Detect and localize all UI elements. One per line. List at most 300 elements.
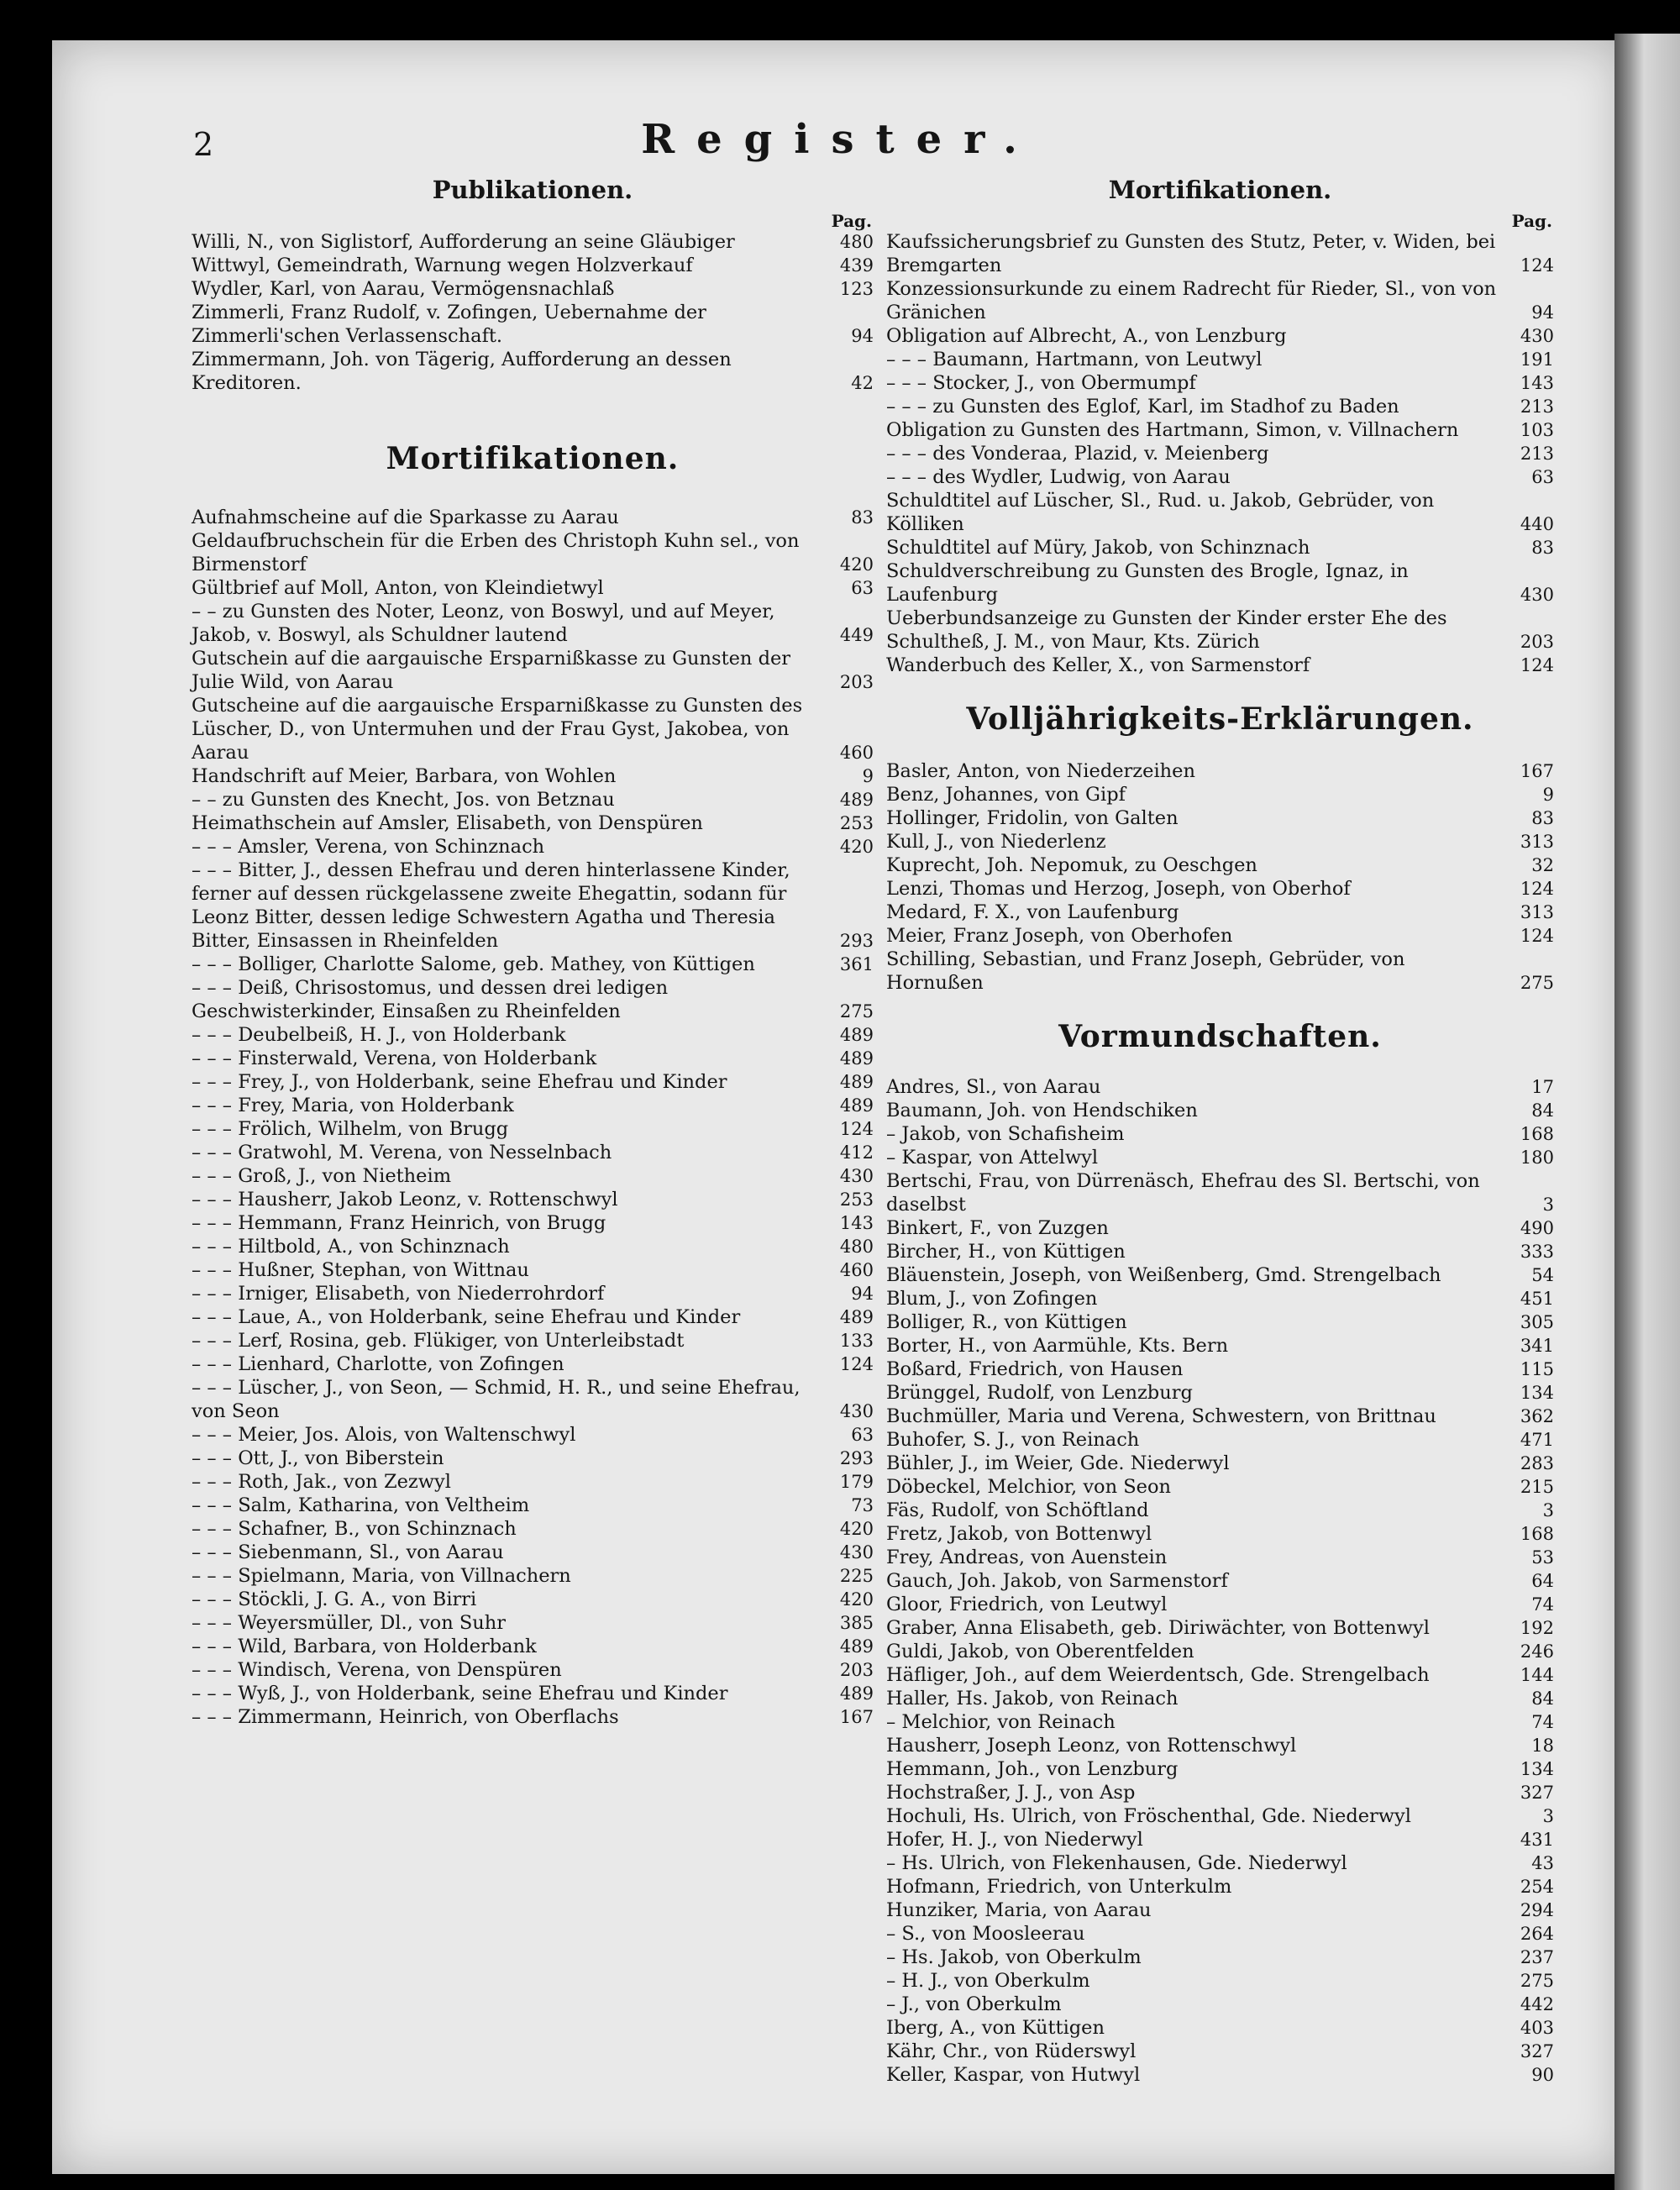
entry-text: Wittwyl, Gemeindrath, Warnung wegen Holzverkauf (192, 255, 693, 276)
entry-text: Benz, Johannes, von Gipf (886, 784, 1126, 806)
index-entry (886, 536, 1554, 559)
index-entry (192, 1117, 874, 1141)
entry-page: 449 (839, 625, 874, 645)
entry-text: Konzessionsurkunde zu einem Radrecht für Rieder, Sl., von von Gränichen (886, 278, 1497, 323)
entry-text: Obligation zu Gunsten des Hartmann, Simon, v. Villnachern (886, 419, 1459, 441)
index-entry (886, 559, 1554, 607)
index-entry (886, 853, 1554, 877)
entry-text: – S., von Moosleerau (886, 1923, 1085, 1945)
entry-page: 215 (1520, 1477, 1554, 1497)
entry-text: Schuldtitel auf Lüscher, Sl., Rud. u. Jakob, Gebrüder, von Kölliken (886, 490, 1435, 535)
index-entry (192, 1470, 874, 1494)
entry-text: Bühler, J., im Weier, Gde. Niederwyl (886, 1452, 1230, 1474)
entry-page: 327 (1520, 2041, 1554, 2061)
entry-page: 430 (839, 1166, 874, 1186)
entry-text: Geldaufbruchschein für die Erben des Christoph Kuhn sel., von Birmenstorf (192, 530, 800, 575)
entry-text: Kull, J., von Niederlenz (886, 831, 1106, 853)
entry-text: Schilling, Sebastian, und Franz Joseph, Gebrüder, von Hornußen (886, 948, 1405, 994)
entry-page: 471 (1520, 1430, 1554, 1450)
entry-page: 460 (839, 743, 874, 763)
index-entry (886, 489, 1554, 536)
entry-text: Aufnahmscheine auf die Sparkasse zu Aarau (192, 507, 619, 528)
entry-text: – – – Schafner, B., von Schinznach (192, 1518, 517, 1540)
entry-page: 460 (839, 1260, 874, 1280)
index-entry (886, 1146, 1554, 1169)
index-entry (192, 1611, 874, 1635)
entry-text: Obligation auf Albrecht, A., von Lenzburg (886, 325, 1287, 347)
index-entry (886, 1710, 1554, 1734)
index-entry (192, 1047, 874, 1070)
entry-page: 213 (1520, 397, 1554, 417)
entry-page: 333 (1520, 1242, 1554, 1262)
entry-page: 143 (1520, 373, 1554, 393)
entry-text: Gültbrief auf Moll, Anton, von Kleindietwyl (192, 577, 604, 599)
entry-list (886, 759, 1554, 995)
index-entry (886, 1663, 1554, 1687)
index-entry (192, 1141, 874, 1164)
entry-page: 18 (1531, 1736, 1554, 1756)
entry-list (886, 230, 1554, 677)
index-entry (886, 1781, 1554, 1804)
entry-text: Gauch, Joh. Jakob, von Sarmenstorf (886, 1570, 1228, 1592)
entry-text: Brünggel, Rudolf, von Lenzburg (886, 1382, 1193, 1404)
index-entry (192, 1258, 874, 1282)
index-entry (886, 2063, 1554, 2087)
entry-page: 225 (839, 1566, 874, 1586)
entry-text: – – – zu Gunsten des Eglof, Karl, im Stadhof zu Baden (886, 396, 1399, 418)
index-entry (886, 1240, 1554, 1263)
entry-page: 124 (839, 1119, 874, 1139)
index-entry (192, 301, 874, 348)
entry-text: – Hs. Jakob, von Oberkulm (886, 1946, 1142, 1968)
section-title: Vormundschaften. (1058, 1019, 1382, 1054)
index-entry (886, 1099, 1554, 1122)
entry-text: Hochstraßer, J. J., von Asp (886, 1782, 1136, 1804)
entry-page: 144 (1520, 1665, 1554, 1685)
index-entry (192, 1235, 874, 1258)
index-entry (192, 1635, 874, 1658)
entry-page: 489 (839, 1683, 874, 1704)
section-title: Volljährigkeits-Erklärungen. (966, 701, 1474, 737)
entry-page: 179 (839, 1472, 874, 1492)
entry-page: 3 (1542, 1195, 1554, 1215)
index-entry (192, 600, 874, 647)
index-entry (192, 1447, 874, 1470)
entry-text: – – zu Gunsten des Knecht, Jos. von Betznau (192, 789, 615, 811)
index-entry (886, 371, 1554, 395)
entry-page: 451 (1520, 1289, 1554, 1309)
index-entry (192, 1494, 874, 1517)
index-entry (192, 647, 874, 694)
index-entry (886, 1287, 1554, 1310)
entry-page: 123 (839, 279, 874, 299)
index-entry (192, 764, 874, 788)
entry-page: 313 (1520, 832, 1554, 852)
entry-text: – – – Spielmann, Maria, von Villnachern (192, 1565, 571, 1587)
entry-page: 264 (1520, 1924, 1554, 1944)
entry-page: 275 (1520, 973, 1554, 993)
entry-text: – – – Windisch, Verena, von Denspüren (192, 1659, 562, 1681)
entry-text: – – – Roth, Jak., von Zezwyl (192, 1471, 451, 1493)
entry-page: 63 (1531, 467, 1554, 487)
entry-page: 124 (1520, 655, 1554, 675)
entry-text: Iberg, A., von Küttigen (886, 2017, 1105, 2039)
entry-text: – – – Irniger, Elisabeth, von Niederrohrdorf (192, 1283, 605, 1305)
index-entry (192, 348, 874, 395)
entry-text: – Kaspar, von Attelwyl (886, 1147, 1099, 1169)
entry-page: 430 (839, 1401, 874, 1421)
entry-text: – – – Finsterwald, Verena, von Holderbank (192, 1048, 597, 1069)
entry-page: 32 (1531, 855, 1554, 875)
entry-text: Hochuli, Hs. Ulrich, von Fröschenthal, Gde. Niederwyl (886, 1805, 1411, 1827)
index-entry (886, 1757, 1554, 1781)
entry-page: 74 (1531, 1594, 1554, 1615)
index-entry (886, 1616, 1554, 1640)
entry-page: 313 (1520, 902, 1554, 922)
entry-page: 94 (1531, 302, 1554, 323)
entry-text: Frey, Andreas, von Auenstein (886, 1547, 1168, 1568)
entry-text: Häfliger, Joh., auf dem Weierdentsch, Gde. Strengelbach (886, 1664, 1430, 1686)
entry-page: 489 (839, 790, 874, 810)
entry-text: Meier, Franz Joseph, von Oberhofen (886, 925, 1233, 947)
index-entry (192, 1517, 874, 1541)
entry-page: 403 (1520, 2018, 1554, 2038)
entry-page: 63 (851, 578, 874, 598)
entry-page: 124 (1520, 255, 1554, 276)
index-entry (192, 1094, 874, 1117)
index-entry (192, 1023, 874, 1047)
entry-text: Fretz, Jakob, von Bottenwyl (886, 1523, 1152, 1545)
index-entry (192, 1211, 874, 1235)
index-entry (886, 1334, 1554, 1358)
index-entry (886, 2040, 1554, 2063)
index-entry (886, 1122, 1554, 1146)
entry-page: 124 (839, 1354, 874, 1374)
index-entry (886, 1804, 1554, 1828)
entry-text: – – – Laue, A., von Holderbank, seine Ehefrau und Kinder (192, 1306, 741, 1328)
entry-text: Bläuenstein, Joseph, von Weißenberg, Gmd. Strengelbach (886, 1264, 1441, 1286)
entry-text: – – – Hiltbold, A., von Schinznach (192, 1236, 510, 1258)
entry-page: 430 (839, 1542, 874, 1562)
pag-header: Pag. (831, 211, 872, 231)
entry-page: 489 (839, 1636, 874, 1657)
index-entry (192, 835, 874, 859)
entry-page: 253 (839, 813, 874, 833)
entry-text: Hofer, H. J., von Niederwyl (886, 1829, 1143, 1851)
entry-page: 283 (1520, 1453, 1554, 1473)
entry-page: 203 (1520, 632, 1554, 652)
entry-page: 9 (862, 766, 874, 786)
index-entry (886, 465, 1554, 489)
entry-text: Graber, Anna Elisabeth, geb. Diriwächter, von Bottenwyl (886, 1617, 1430, 1639)
index-entry (886, 1922, 1554, 1946)
entry-page: 53 (1531, 1547, 1554, 1568)
entry-text: – – – Wild, Barbara, von Holderbank (192, 1636, 537, 1657)
entry-text: Fäs, Rudolf, von Schöftland (886, 1499, 1149, 1521)
index-entry (886, 924, 1554, 948)
entry-page: 431 (1520, 1830, 1554, 1850)
index-entry (886, 1899, 1554, 1922)
entry-text: – Melchior, von Reinach (886, 1711, 1116, 1733)
index-entry (886, 806, 1554, 830)
entry-text: – – – Ott, J., von Biberstein (192, 1447, 444, 1469)
index-entry (886, 1499, 1554, 1522)
entry-text: Lenzi, Thomas und Herzog, Joseph, von Oberhof (886, 878, 1351, 900)
entry-page: 361 (839, 954, 874, 974)
entry-page: 293 (839, 1448, 874, 1468)
entry-text: Zimmerli, Franz Rudolf, v. Zofingen, Uebernahme der Zimmerli'schen Verlassenschaft. (192, 302, 706, 347)
index-entry (192, 1564, 874, 1588)
entry-page: 90 (1531, 2065, 1554, 2085)
entry-page: 83 (1531, 808, 1554, 828)
index-entry (886, 277, 1554, 324)
index-entry (886, 395, 1554, 418)
entry-page: 341 (1520, 1336, 1554, 1356)
index-entry (192, 1658, 874, 1682)
entry-text: – – – Weyersmüller, Dl., von Suhr (192, 1612, 507, 1634)
entry-text: – – – des Vonderaa, Plazid, v. Meienberg (886, 443, 1269, 465)
index-entry (886, 759, 1554, 783)
entry-text: Medard, F. X., von Laufenburg (886, 901, 1179, 923)
entry-text: – – – Wyß, J., von Holderbank, seine Ehefrau und Kinder (192, 1683, 728, 1704)
entry-page: 167 (1520, 761, 1554, 781)
page-number: 2 (193, 126, 214, 163)
index-entry (886, 348, 1554, 371)
index-entry (886, 1734, 1554, 1757)
entry-page: 490 (1520, 1218, 1554, 1238)
entry-page: 73 (851, 1495, 874, 1515)
entry-text: Wanderbuch des Keller, X., von Sarmenstorf (886, 654, 1310, 676)
index-entry (886, 901, 1554, 924)
index-entry (192, 859, 874, 953)
entry-page: 237 (1520, 1947, 1554, 1967)
index-entry (192, 1376, 874, 1423)
index-entry (886, 1569, 1554, 1593)
entry-text: – – – Hußner, Stephan, von Wittnau (192, 1259, 529, 1281)
entry-list (886, 1075, 1554, 2087)
index-entry (886, 783, 1554, 806)
index-entry (886, 1381, 1554, 1405)
entry-page: 489 (839, 1025, 874, 1045)
entry-text: Bertschi, Frau, von Dürrenäsch, Ehefrau des Sl. Bertschi, von daselbst (886, 1170, 1480, 1216)
entry-page: 489 (839, 1307, 874, 1327)
entry-page: 385 (839, 1613, 874, 1633)
index-entry (192, 976, 874, 1023)
entry-page: 420 (839, 1519, 874, 1539)
entry-page: 192 (1520, 1618, 1554, 1638)
index-entry (886, 654, 1554, 677)
entry-text: – – – Deubelbeiß, H. J., von Holderbank (192, 1024, 566, 1046)
entry-text: Hunziker, Maria, von Aarau (886, 1899, 1152, 1921)
index-entry (192, 788, 874, 811)
entry-page: 275 (1520, 1971, 1554, 1991)
entry-page: 442 (1520, 1994, 1554, 2014)
entry-page: 143 (839, 1213, 874, 1233)
index-entry (886, 1216, 1554, 1240)
entry-page: 430 (1520, 585, 1554, 605)
index-entry (886, 442, 1554, 465)
index-entry (192, 1188, 874, 1211)
entry-page: 420 (839, 837, 874, 857)
entry-text: Schuldtitel auf Müry, Jakob, von Schinznach (886, 537, 1310, 559)
index-entry (886, 1169, 1554, 1216)
index-entry (886, 1828, 1554, 1851)
index-entry (192, 1541, 874, 1564)
entry-page: 253 (839, 1190, 874, 1210)
entry-text: Andres, Sl., von Aarau (886, 1076, 1101, 1098)
entry-page: 168 (1520, 1124, 1554, 1144)
index-entry (192, 1070, 874, 1094)
entry-page: 362 (1520, 1406, 1554, 1426)
entry-page: 64 (1531, 1571, 1554, 1591)
entry-text: Handschrift auf Meier, Barbara, von Wohlen (192, 765, 617, 787)
index-entry (192, 811, 874, 835)
entry-text: Haller, Hs. Jakob, von Reinach (886, 1688, 1179, 1709)
entry-page: 489 (839, 1072, 874, 1092)
entry-page: 203 (839, 672, 874, 692)
index-entry (886, 1405, 1554, 1428)
entry-text: Binkert, F., von Zuzgen (886, 1217, 1109, 1239)
index-entry (886, 1358, 1554, 1381)
index-entry (886, 1075, 1554, 1099)
entry-text: Buhofer, S. J., von Reinach (886, 1429, 1140, 1451)
entry-text: Schuldverschreibung zu Gunsten des Brogle, Ignaz, in Laufenburg (886, 560, 1409, 606)
entry-text: Döbeckel, Melchior, von Seon (886, 1476, 1171, 1498)
entry-page: 83 (1531, 538, 1554, 558)
entry-page: 213 (1520, 444, 1554, 464)
entry-text: – – – Stocker, J., von Obermumpf (886, 372, 1196, 394)
entry-text: Kähr, Chr., von Rüderswyl (886, 2040, 1137, 2062)
entry-page: 480 (839, 232, 874, 252)
entry-text: – – – Frölich, Wilhelm, von Brugg (192, 1118, 509, 1140)
entry-page: 168 (1520, 1524, 1554, 1544)
entry-text: Ueberbundsanzeige zu Gunsten der Kinder erster Ehe des Schultheß, J. M., von Maur, Kts. Zürich (886, 607, 1447, 653)
index-entry (192, 576, 874, 600)
entry-text: – – – Lüscher, J., von Seon, — Schmid, H. R., und seine Ehefrau, von Seon (192, 1377, 801, 1422)
entry-page: 293 (839, 931, 874, 951)
entry-text: Hollinger, Fridolin, von Galten (886, 807, 1179, 829)
entry-text: Zimmermann, Joh. von Tägerig, Aufforderung an dessen Kreditoren. (192, 349, 732, 394)
index-entry (886, 877, 1554, 901)
entry-text: – – – Gratwohl, M. Verena, von Nesselnbach (192, 1142, 612, 1163)
entry-page: 420 (839, 554, 874, 575)
index-entry (886, 1946, 1554, 1969)
entry-text: – – – Siebenmann, Sl., von Aarau (192, 1541, 504, 1563)
entry-text: Wydler, Karl, von Aarau, Vermögensnachlaß (192, 278, 615, 300)
index-entry (886, 1452, 1554, 1475)
entry-page: 254 (1520, 1877, 1554, 1897)
entry-page: 412 (839, 1142, 874, 1163)
index-entry (192, 1329, 874, 1352)
index-entry (886, 2016, 1554, 2040)
category-continued: Mortifikationen. (1108, 176, 1332, 204)
entry-text: Keller, Kaspar, von Hutwyl (886, 2064, 1141, 2086)
entry-text: – – – Deiß, Chrisostomus, und dessen drei ledigen Geschwisterkinder, Einsaßen zu Rheinfelden (192, 977, 669, 1022)
index-entry (886, 1310, 1554, 1334)
index-entry (192, 230, 874, 254)
entry-page: 9 (1542, 785, 1554, 805)
index-entry (886, 607, 1554, 654)
entry-page: 74 (1531, 1712, 1554, 1732)
entry-page: 167 (839, 1707, 874, 1727)
index-entry (886, 230, 1554, 277)
entry-page: 84 (1531, 1100, 1554, 1121)
entry-page: 133 (839, 1331, 874, 1351)
index-entry (886, 1593, 1554, 1616)
entry-text: Heimathschein auf Amsler, Elisabeth, von Denspüren (192, 812, 703, 834)
index-entry (886, 1687, 1554, 1710)
entry-text: – – – Hemmann, Franz Heinrich, von Brugg (192, 1212, 606, 1234)
entry-text: Hausherr, Joseph Leonz, von Rottenschwyl (886, 1735, 1297, 1757)
index-entry (192, 254, 874, 277)
entry-text: Hofmann, Friedrich, von Unterkulm (886, 1876, 1232, 1898)
entry-page: 191 (1520, 349, 1554, 370)
entry-page: 327 (1520, 1783, 1554, 1803)
index-entry (192, 1282, 874, 1305)
index-entry (886, 1875, 1554, 1899)
entry-text: Blum, J., von Zofingen (886, 1288, 1098, 1310)
page-edge (1614, 34, 1680, 2190)
entry-text: Bircher, H., von Küttigen (886, 1241, 1126, 1263)
entry-text: – H. J., von Oberkulm (886, 1970, 1090, 1992)
entry-text: – Hs. Ulrich, von Flekenhausen, Gde. Niederwyl (886, 1852, 1347, 1874)
entry-text: – – – Bitter, J., dessen Ehefrau und deren hinterlassene Kinder, ferner auf dessen rückgelassene zweite Ehegattin, sodann für Leonz Bitter, dessen ledige Schwestern Agatha und Theresia Bitter, Einsassen in Rheinfelden (192, 859, 790, 952)
index-entry (886, 324, 1554, 348)
index-entry (192, 953, 874, 976)
entry-page: 63 (851, 1425, 874, 1445)
index-entry (886, 1522, 1554, 1546)
right-column (886, 168, 1554, 2087)
entry-list (192, 506, 874, 1729)
entry-page: 103 (1520, 420, 1554, 440)
entry-text: – – – Hausherr, Jakob Leonz, v. Rottenschwyl (192, 1189, 618, 1211)
pag-header: Pag. (1511, 211, 1552, 231)
index-entry (886, 1640, 1554, 1663)
entry-page: 134 (1520, 1383, 1554, 1403)
entry-page: 115 (1520, 1359, 1554, 1379)
entry-page: 94 (851, 326, 874, 346)
index-entry (886, 948, 1554, 995)
index-entry (886, 1993, 1554, 2016)
index-entry (192, 1352, 874, 1376)
index-entry (192, 1682, 874, 1705)
entry-text: Hemmann, Joh., von Lenzburg (886, 1758, 1179, 1780)
entry-text: Gutscheine auf die aargauische Ersparnißkasse zu Gunsten des Lüscher, D., von Untermuhen und der Frau Gyst, Jakobea, von Aarau (192, 695, 803, 764)
index-entry (192, 506, 874, 529)
index-entry (192, 277, 874, 301)
index-entry (886, 1428, 1554, 1452)
entry-page: 84 (1531, 1688, 1554, 1709)
entry-page: 489 (839, 1095, 874, 1116)
entry-text: Borter, H., von Aarmühle, Kts. Bern (886, 1335, 1229, 1357)
section-title: Mortifikationen. (386, 441, 680, 476)
entry-page: 43 (1531, 1853, 1554, 1873)
index-entry (192, 1164, 874, 1188)
entry-page: 430 (1520, 326, 1554, 346)
index-entry (192, 1305, 874, 1329)
entry-page: 17 (1531, 1077, 1554, 1097)
index-entry (192, 529, 874, 576)
entry-page: 489 (839, 1048, 874, 1069)
entry-page: 54 (1531, 1265, 1554, 1285)
index-entry (886, 1546, 1554, 1569)
entry-text: – – – Bolliger, Charlotte Salome, geb. Mathey, von Küttigen (192, 953, 755, 975)
index-entry (192, 694, 874, 764)
index-entry (886, 830, 1554, 853)
entry-page: 420 (839, 1589, 874, 1610)
entry-page: 124 (1520, 926, 1554, 946)
entry-text: Baumann, Joh. von Hendschiken (886, 1100, 1198, 1121)
